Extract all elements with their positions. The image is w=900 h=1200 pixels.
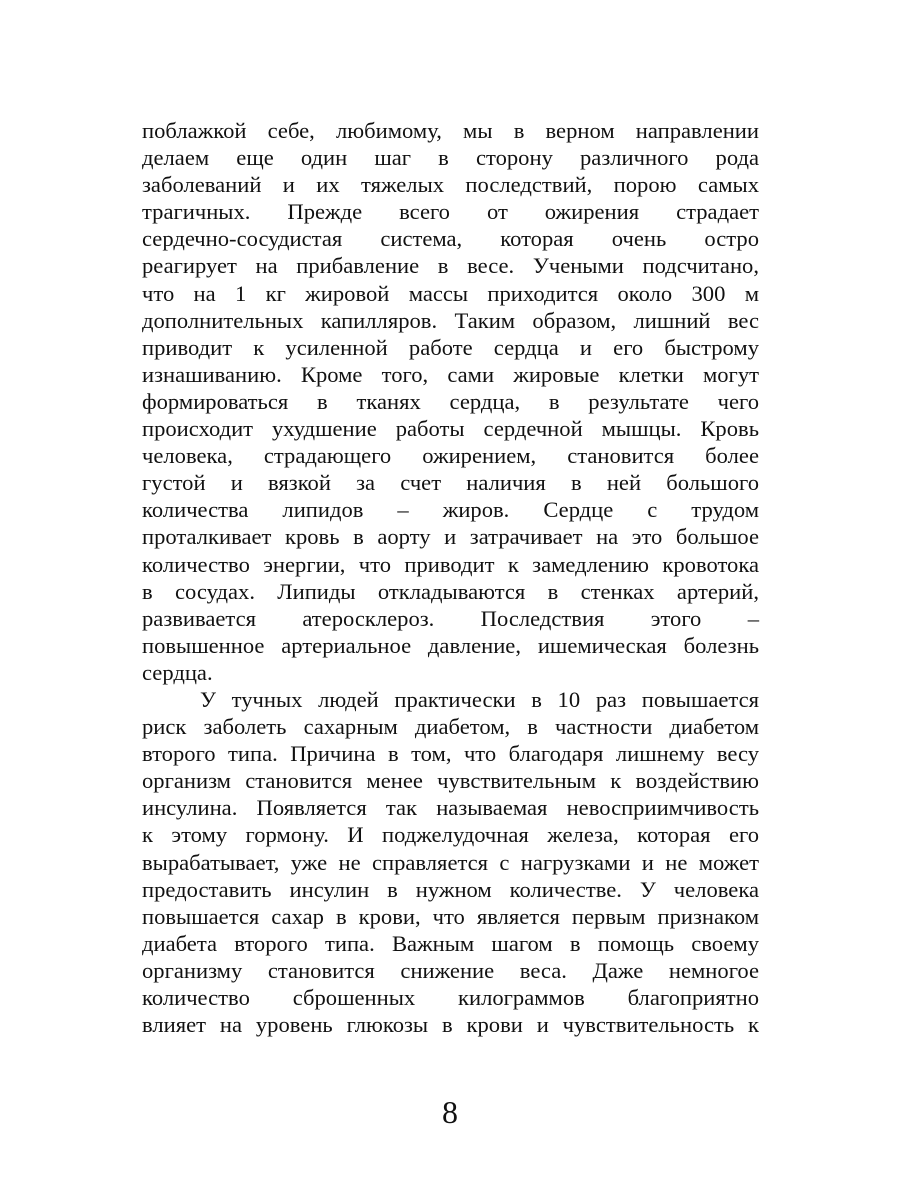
text-line: риск заболеть сахарным диабетом, в частности диабетом [142, 714, 759, 740]
text-line: приводит к усиленной работе сердца и его быстрому [142, 334, 759, 360]
text-line: предоставить инсулин в нужном количестве. У человека [142, 876, 759, 902]
text-line: трагичных. Прежде всего от ожирения страдает [142, 199, 759, 225]
text-line: происходит ухудшение работы сердечной мышцы. Кровь [142, 416, 759, 442]
text-line: организм становится менее чувствительным к воздействию [142, 768, 759, 794]
paragraph [142, 117, 759, 686]
text-line: организму становится снижение веса. Даже немногое [142, 957, 759, 983]
text-line: густой и вязкой за счет наличия в ней большого [142, 470, 759, 496]
text-line: У тучных людей практически в 10 раз повышается [200, 686, 759, 712]
text-line: сердечно-сосудистая система, которая очень остро [142, 226, 759, 252]
text-line: повышается сахар в крови, что является первым признаком [142, 903, 759, 929]
text-line: к этому гормону. И поджелудочная железа, которая его [142, 822, 759, 848]
text-line: человека, страдающего ожирением, становится более [142, 443, 759, 469]
text-line: поблажкой себе, любимому, мы в верном направлении [142, 118, 759, 143]
text-line: диабета второго типа. Важным шагом в помощь своему [142, 930, 759, 956]
text-line: сердца. [142, 659, 213, 685]
text-line: в сосудах. Липиды откладываются в стенках артерий, [142, 578, 759, 604]
text-line: количество энергии, что приводит к замедлению кровотока [142, 551, 759, 577]
text-line: изнашиванию. Кроме того, сами жировые клетки могут [142, 361, 759, 387]
page-number: 8 [442, 1094, 458, 1130]
text-line: формироваться в тканях сердца, в результате чего [142, 388, 759, 414]
text-line: вырабатывает, уже не справляется с нагрузками и не может [142, 849, 759, 875]
text-line: количества липидов – жиров. Сердце с трудом [142, 497, 759, 523]
text-line: дополнительных капилляров. Таким образом, лишний вес [142, 307, 759, 333]
paragraph [142, 686, 759, 1038]
text-line: повышенное артериальное давление, ишемическая болезнь [142, 632, 759, 658]
text-line: инсулина. Появляется так называемая невосприимчивость [142, 795, 759, 821]
text-line: проталкивает кровь в аорту и затрачивает на это большое [142, 524, 759, 550]
text-line: делаем еще один шаг в сторону различного рода [142, 145, 759, 171]
text-line: заболеваний и их тяжелых последствий, порою самых [142, 172, 759, 198]
text-line: развивается атеросклероз. Последствия этого – [142, 605, 759, 631]
text-line: влияет на уровень глюкозы в крови и чувствительность к [142, 1012, 759, 1038]
text-line: второго типа. Причина в том, что благодаря лишнему весу [142, 741, 759, 767]
text-line: что на 1 кг жировой массы приходится около 300 м [142, 280, 759, 306]
text-line: количество сброшенных килограммов благоприятно [142, 985, 759, 1010]
body-text [142, 117, 759, 1038]
text-line: реагирует на прибавление в весе. Учеными подсчитано, [142, 253, 759, 279]
